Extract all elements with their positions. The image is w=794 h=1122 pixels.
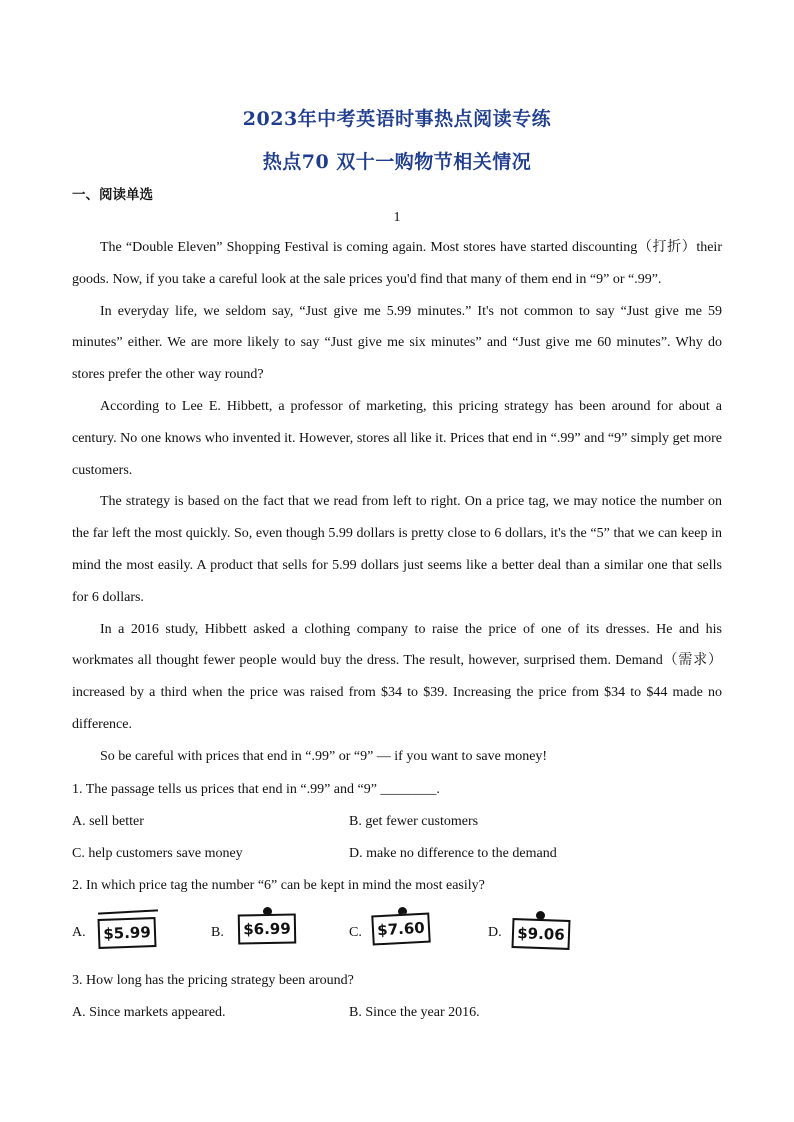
price-tag-d[interactable] [511, 918, 570, 950]
price-tag-c-text: $7.60 [376, 918, 426, 940]
document-subtitle: 热点70 双十一购物节相关情况 [262, 151, 532, 173]
passage-number: 1 [393, 210, 401, 225]
question-2-option-d-label[interactable]: D. [488, 925, 502, 940]
passage-paragraph-3: According to Lee E. Hibbett, a professor of marketing, this pricing strategy has been around for about a century. No one knows who invented it. However, stores all like it. Prices that end in “.99” and “9” simply get more customers. [72, 398, 722, 478]
question-3-option-b[interactable]: B. Since the year 2016. [349, 1005, 480, 1020]
price-tag-a[interactable] [97, 917, 156, 949]
section-label: 一、阅读单选 [72, 187, 153, 203]
price-tag-a-text: $5.99 [102, 923, 152, 943]
question-2-option-b-label[interactable]: B. [211, 925, 224, 940]
question-2-stem: 2. In which price tag the number “6” can be kept in mind the most easily? [72, 878, 485, 893]
passage-paragraph-6: So be careful with prices that end in “.99” or “9” — if you want to save money! [100, 748, 548, 764]
price-tag-b-text: $6.99 [243, 919, 291, 939]
price-tag-b[interactable] [238, 913, 297, 944]
question-1-option-c[interactable]: C. help customers save money [72, 846, 243, 861]
question-3-stem: 3. How long has the pricing strategy been around? [72, 973, 354, 988]
passage-paragraph-5: In a 2016 study, Hibbett asked a clothing company to raise the price of one of its dresses. He and his workmates all thought fewer people would buy the dress. The result, however, surprised them. Demand（需求）increased by a third when the price was raised from $34 to $39. Increasing the price from $34 to $44 made no difference. [72, 621, 722, 732]
question-3-option-a[interactable]: A. Since markets appeared. [72, 1005, 226, 1020]
price-tag-c[interactable] [371, 913, 430, 946]
reading-passage [72, 232, 722, 773]
passage-paragraph-1: The “Double Eleven” Shopping Festival is coming again. Most stores have started discounting（打折）their goods. Now, if you take a careful look at the sale prices you'd find that many of them end in “9” or “.99”. [72, 240, 722, 287]
question-1-option-d[interactable]: D. make no difference to the demand [349, 846, 557, 861]
question-1-option-b[interactable]: B. get fewer customers [349, 814, 479, 829]
question-1-stem: 1. The passage tells us prices that end in “.99” and “9” ________. [72, 782, 440, 797]
passage-paragraph-4: The strategy is based on the fact that we read from left to right. On a price tag, we may notice the number on the far left the most quickly. So, even though 5.99 dollars is pretty close to 6 dollars, it's the “5” that we can keep in mind the most easily. A product that sells for 5.99 dollars just seems like a better deal than a similar one that sells for 6 dollars. [72, 494, 722, 605]
question-2-option-c-label[interactable]: C. [349, 925, 362, 940]
price-tag-d-text: $9.06 [516, 924, 566, 944]
question-1-option-a[interactable]: A. sell better [72, 814, 144, 829]
passage-paragraph-2: In everyday life, we seldom say, “Just give me 5.99 minutes.” It's not common to say “Just give me 59 minutes” either. We are more likely to say “Just give me six minutes” and “Just give me 60 minutes”. Why do stores prefer the other way round? [72, 303, 722, 383]
question-2-option-a-label[interactable]: A. [72, 925, 86, 940]
price-tag-a-hanger [98, 909, 158, 914]
document-title: 2023年中考英语时事热点阅读专练 [242, 108, 552, 130]
